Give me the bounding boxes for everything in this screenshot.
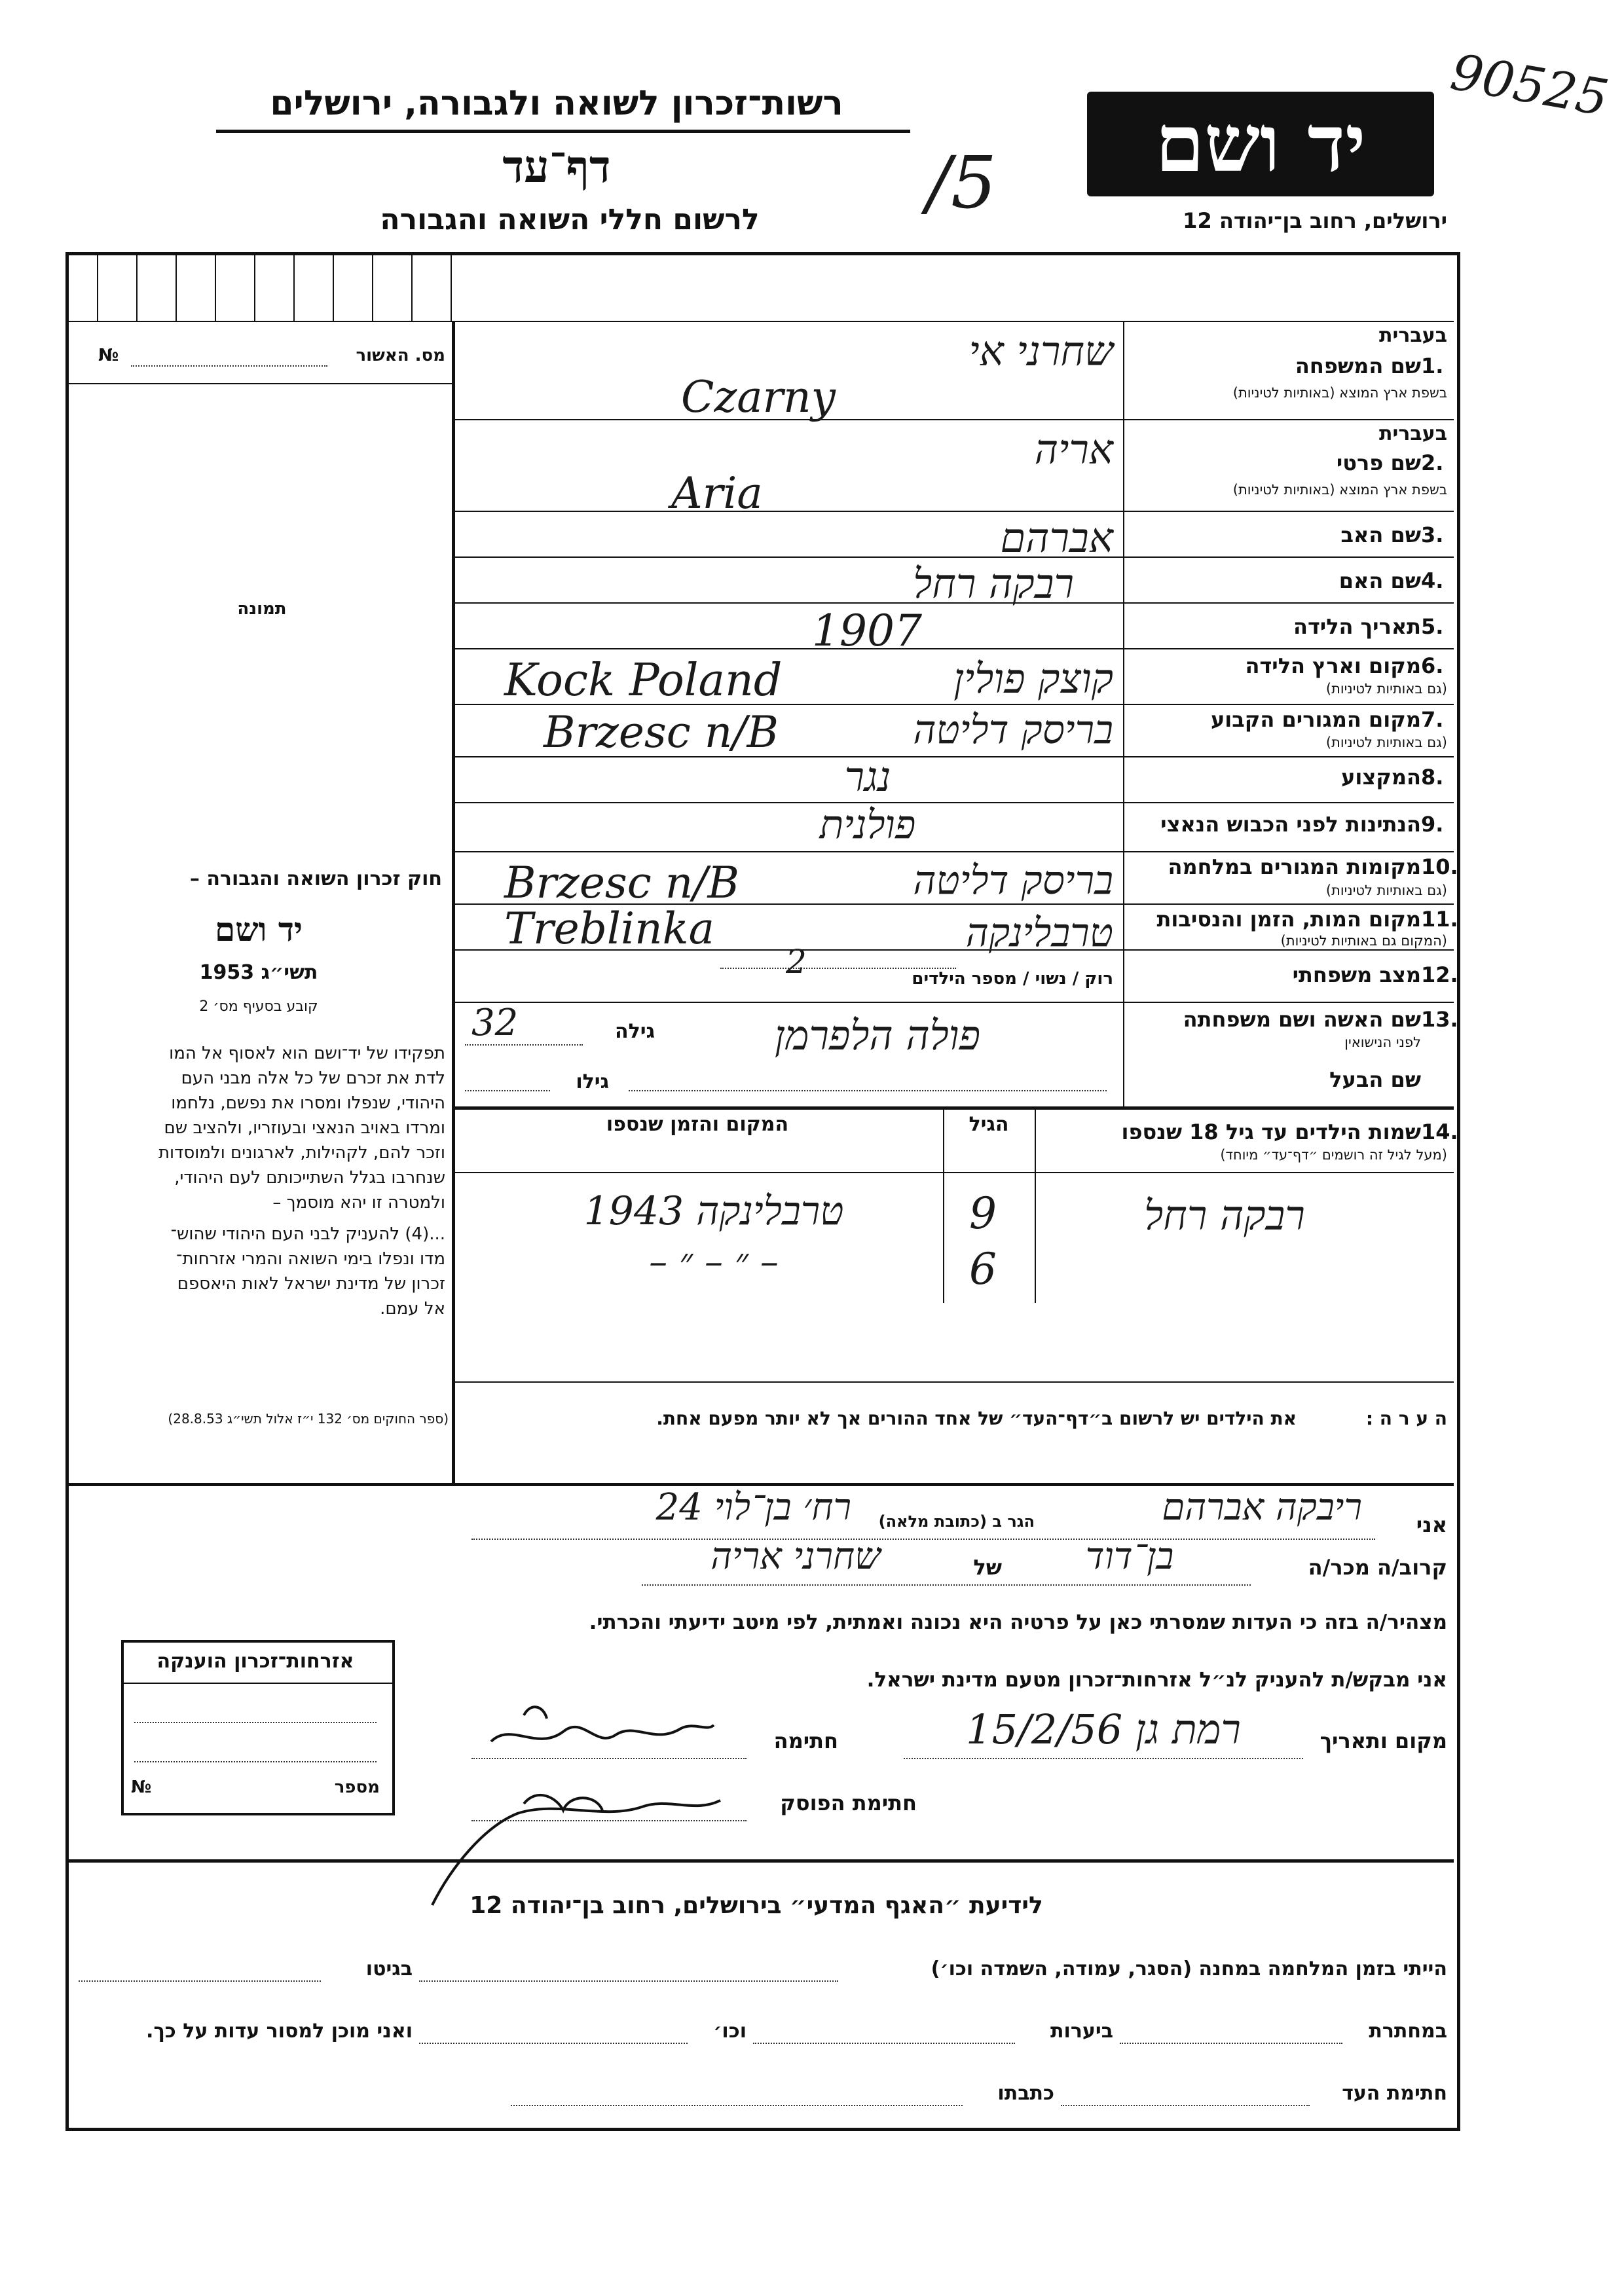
field-8-label: המקצוע [1341,765,1421,790]
photo-top-line [69,383,452,384]
footer-witness-signature-label: חתימת העד [1342,2082,1447,2105]
child-2-place[interactable]: – ״ – ״ – [649,1241,779,1283]
citizenship-box-line[interactable] [134,1761,377,1762]
relative-line [642,1584,1251,1586]
footer-camp-label: הייתי בזמן המלחמה במחנה (הסגר, עמודה, השמדה וכו׳) [931,1958,1447,1980]
footer-top-line [69,1859,1454,1863]
field-8-value[interactable]: נגר [844,753,891,801]
law-text-line: מדו ונפלו בימי השואה והמרי אזרחות־ [176,1249,445,1269]
field-7-number: 7. [1421,707,1444,732]
citizenship-request: אני מבקש/ת להעניק לנ״ל אזרחות־זכרון מטעם מדינת ישראל. [866,1668,1447,1692]
page-mark: /5 [927,141,997,225]
field-10-number: 10. [1421,854,1458,879]
field-2-sub: בשפת ארץ המוצא (באותיות לטיניות) [1232,482,1447,498]
law-year: תשי״ג 1953 [199,961,318,984]
field-1-sub: בשפת ארץ המוצא (באותיות לטיניות) [1232,385,1447,401]
field-10-sub: (גם באותיות לטיניות) [1325,883,1447,898]
family-status-options: רוק / נשוי / מספר הילדים [912,969,1113,989]
relative-value[interactable]: בן־דוד [1085,1535,1174,1578]
field-6-value-latin[interactable]: Kock Poland [504,655,783,706]
footer-etc-label: וכו׳ [713,2020,747,2043]
of-value[interactable]: שחרני אריה [710,1535,881,1578]
declarant-signature [485,1696,720,1761]
spouse-number: 13. [1421,1007,1458,1032]
strip-cell [136,255,138,321]
law-text-line: שנחרבו בגלל השתייכותם לעם היהודי, [174,1168,445,1188]
field-4-label: שם האם [1338,568,1421,593]
field-4-value[interactable]: רבקה רחל [913,560,1074,608]
law-text [75,1041,445,1321]
citizenship-box-title: אזרחות־זכרון הוענקה [157,1650,354,1673]
law-text-line: תפקידו של יד־ושם הוא לאסוף אל המו [169,1044,445,1063]
left-column-divider [452,321,455,1483]
children-place-header: המקום והזמן שנספו [606,1113,789,1136]
strip-cell [97,255,98,321]
field-2-lang: בעברית [1379,422,1447,445]
citizenship-box-title-line [124,1683,392,1684]
law-text-line: זכרון של מדינת ישראל לאות היאספם [177,1274,445,1294]
field-1-value-hebrew[interactable]: שחרני אי [969,327,1113,375]
field-2-label: שם פרטי [1336,450,1421,475]
authority-name: רשות־זכרון לשואה ולגבורה, ירושלים [270,84,843,123]
declaration-statement: מצהיר/ה בזה כי העדות שמסרתי כאן על פרטיה היא נכונה ואמתית, לפי מיטב ידיעתי והכרתי. [589,1611,1447,1634]
footer-camp-field[interactable] [419,1980,838,1982]
field-5-number: 5. [1421,614,1444,639]
field-3-value[interactable]: אברהם [1000,514,1113,562]
field-3-label: שם האב [1340,522,1421,547]
field-1-label: שם המשפחה [1295,354,1421,378]
husband-age-label: גילו [576,1070,609,1093]
approval-number-label: מס. האשור [356,346,445,365]
declarant-name[interactable]: ריבקה אברהם [1162,1486,1362,1529]
field-8-number: 8. [1421,765,1444,790]
spouse-age-label: גילה [615,1020,655,1043]
strip-cell [372,255,373,321]
field-9-value[interactable]: פולנית [819,802,916,848]
field-11-sub: (המקום גם באותיות לטיניות) [1280,933,1447,949]
field-7-sub: (גם באותיות לטיניות) [1325,735,1447,750]
law-text-line: ...(4) להעניק לבני העם היהודי שהוש־ [170,1224,445,1244]
row-line [452,851,1454,852]
field-10-value-hebrew[interactable]: בריסק דליטה [913,858,1113,903]
field-3-number: 3. [1421,522,1444,547]
child-2-age[interactable]: 6 [969,1244,997,1294]
footer-witness-signature-field[interactable] [1061,2105,1310,2106]
family-status-field[interactable] [720,968,956,969]
spouse-age-field[interactable] [465,1044,583,1046]
field-2-number: 2. [1421,450,1444,475]
field-6-value-hebrew[interactable]: קוצק פולין [953,655,1113,702]
field-5-value[interactable]: 1907 [812,606,922,656]
children-col-divider [1035,1106,1036,1303]
field-5-label: תאריך הלידה [1293,614,1421,639]
row-line [452,1002,1454,1003]
note-label: ה ע ר ה : [1365,1408,1447,1429]
husband-label: שם הבעל [1329,1067,1421,1092]
law-section: קובע בסעיף מס׳ 2 [199,998,318,1015]
law-text-line: היהודי, שנפלו ומסרו את נפשם, נלחמו [171,1093,445,1113]
yad-vashem-logo: יד ושם [1087,92,1434,196]
spouse-label: שם האשה ושם משפחתה [1183,1007,1421,1032]
footer-ghetto-label: בגיטו [365,1958,413,1980]
field-1-value-latin[interactable]: Czarny [681,372,836,422]
row-line [452,648,1454,649]
address: ירושלים, רחוב בן־יהודה 12 [1183,208,1447,233]
field-11-value-latin[interactable]: Treblinka [504,903,714,954]
top-strip-line [69,321,1454,322]
field-11-label: מקום המות, הזמן והנסיבות [1156,907,1421,932]
note-top-line [452,1381,1454,1383]
law-text-line: וזכר להם, לקהילות, לארגונים ולמוסדות [158,1143,445,1163]
note-text: את הילדים יש לרשום ב״דף־העד״ של אחד ההורים אך לא יותר מפעם אחת. [656,1408,1297,1429]
law-text-line: ולמטרה זו יהא מוסמך – [272,1193,445,1212]
field-9-number: 9. [1421,812,1444,837]
relative-label: קרוב/ה מכר/ה [1308,1555,1447,1580]
strip-cell [293,255,295,321]
footer-underground-field[interactable] [1120,2043,1342,2044]
field-10-value-latin[interactable]: Brzesc n/B [504,858,739,908]
child-1-name[interactable]: רבקה רחל [1144,1192,1305,1239]
place-date-label: מקום ותאריך [1320,1728,1447,1753]
children-col-divider [943,1106,944,1303]
footer-underground-label: במחתרת [1369,2020,1447,2043]
address-label: הגר ב (כתובת מלאה) [878,1512,1035,1531]
law-text-line: לדת את זכרם של כל אלה מבני העם [181,1068,445,1088]
footer-forests-field[interactable] [753,2043,1015,2044]
approval-number-symbol: № [98,346,119,365]
strip-cell [254,255,255,321]
husband-name-field[interactable] [629,1090,1107,1091]
strip-cell [411,255,413,321]
header-underline [216,130,910,133]
child-1-place[interactable]: טרבלינקה 1943 [583,1188,844,1234]
field-11-value-hebrew[interactable]: טרבלינקה [965,910,1113,956]
children-sub: (מעל לגיל זה רושמים ״דף־עד״ מיוחד) [1220,1147,1447,1163]
footer-address-label: כתבתו [997,2082,1054,2105]
row-line [452,419,1454,420]
child-1-age[interactable]: 9 [969,1188,997,1239]
row-line [452,511,1454,512]
declaration-i-label: אני [1416,1512,1447,1537]
official-signature-label: חתימת הפוסק [780,1791,917,1815]
footer-testify: ואני מוכן למסור עדות על כך. [146,2020,413,2043]
approval-number-field[interactable] [131,365,327,367]
field-6-sub: (גם באותיות לטיניות) [1325,681,1447,697]
field-1-lang: בעברית [1379,324,1447,347]
footer-etc-field[interactable] [419,2043,688,2044]
law-title: חוק זכרון השואה והגבורה – [189,867,442,890]
declarant-address[interactable]: רח׳ בן־לוי 24 [655,1486,851,1529]
husband-age-field[interactable] [465,1090,550,1091]
field-6-number: 6. [1421,653,1444,678]
reference-number: 90525 [1447,42,1613,128]
field-12-number: 12. [1421,962,1458,987]
field-12-label: מצב משפחתי [1292,962,1421,987]
of-label: של [973,1555,1002,1580]
field-9-label: הנתינות לפני הכבוש הנאצי [1160,812,1421,837]
footer-ghetto-field[interactable] [79,1980,321,1982]
field-4-number: 4. [1421,568,1444,593]
law-source: (ספר החוקים מס׳ 132 י״ז אלול תשי״ג 28.8.53) [168,1411,449,1427]
children-number: 14. [1421,1120,1458,1144]
field-10-label: מקומות המגורים במלחמה [1168,854,1421,879]
strip-cell [451,255,452,321]
footer-heading: לידיעת ״האגף המדעי״ בירושלים, רחוב בן־יהודה 12 [470,1892,1043,1919]
children-header-line [452,1172,1454,1173]
label-column-divider [1123,321,1124,1106]
field-7-label: מקום המגורים הקבוע [1210,707,1421,732]
place-date-value[interactable]: רמת גן 15/2/56 [966,1705,1241,1753]
strip-cell [333,255,334,321]
field-6-label: מקום וארץ הלידה [1245,653,1421,678]
strip-cell [175,255,177,321]
footer-forests-label: ביערות [1050,2020,1113,2043]
strip-cell [215,255,216,321]
field-11-number: 11. [1421,907,1458,932]
form-title: דף־עד [502,141,611,193]
field-7-value-latin[interactable]: Brzesc n/B [544,707,779,757]
place-date-line [904,1758,1303,1759]
citizenship-number-symbol: № [131,1777,152,1797]
citizenship-number-label: מספר [334,1777,380,1797]
spouse-name-value[interactable]: פולה הלפרמן [774,1011,981,1059]
law-text-line: ומרדו באויב הנאצי ובעוזריו, ולהציב שם [164,1118,445,1138]
spouse-sub: לפני הנישואין [1344,1034,1421,1050]
form-subtitle: לרשום חללי השואה והגבורה [380,203,760,236]
law-text-line: אל עמם. [380,1299,445,1319]
children-count[interactable]: 2 [786,943,807,981]
field-7-value-hebrew[interactable]: בריסק דליטה [913,707,1113,753]
spouse-age-value[interactable]: 32 [471,1002,519,1044]
children-age-header: הגיל [969,1113,1009,1136]
signature-label: חתימה [773,1728,838,1753]
footer-address-field[interactable] [511,2105,963,2106]
children-table-top [452,1106,1454,1110]
children-label: שמות הילדים עד גיל 18 שנספו [1121,1120,1421,1144]
field-1-number: 1. [1421,354,1444,378]
field-2-value-latin[interactable]: Aria [671,468,763,519]
law-yad-vashem: יד ושם [215,910,303,949]
citizenship-box-line[interactable] [134,1722,377,1723]
field-2-value-hebrew[interactable]: אריה [1034,426,1113,473]
photo-label: תמונה [237,599,287,619]
